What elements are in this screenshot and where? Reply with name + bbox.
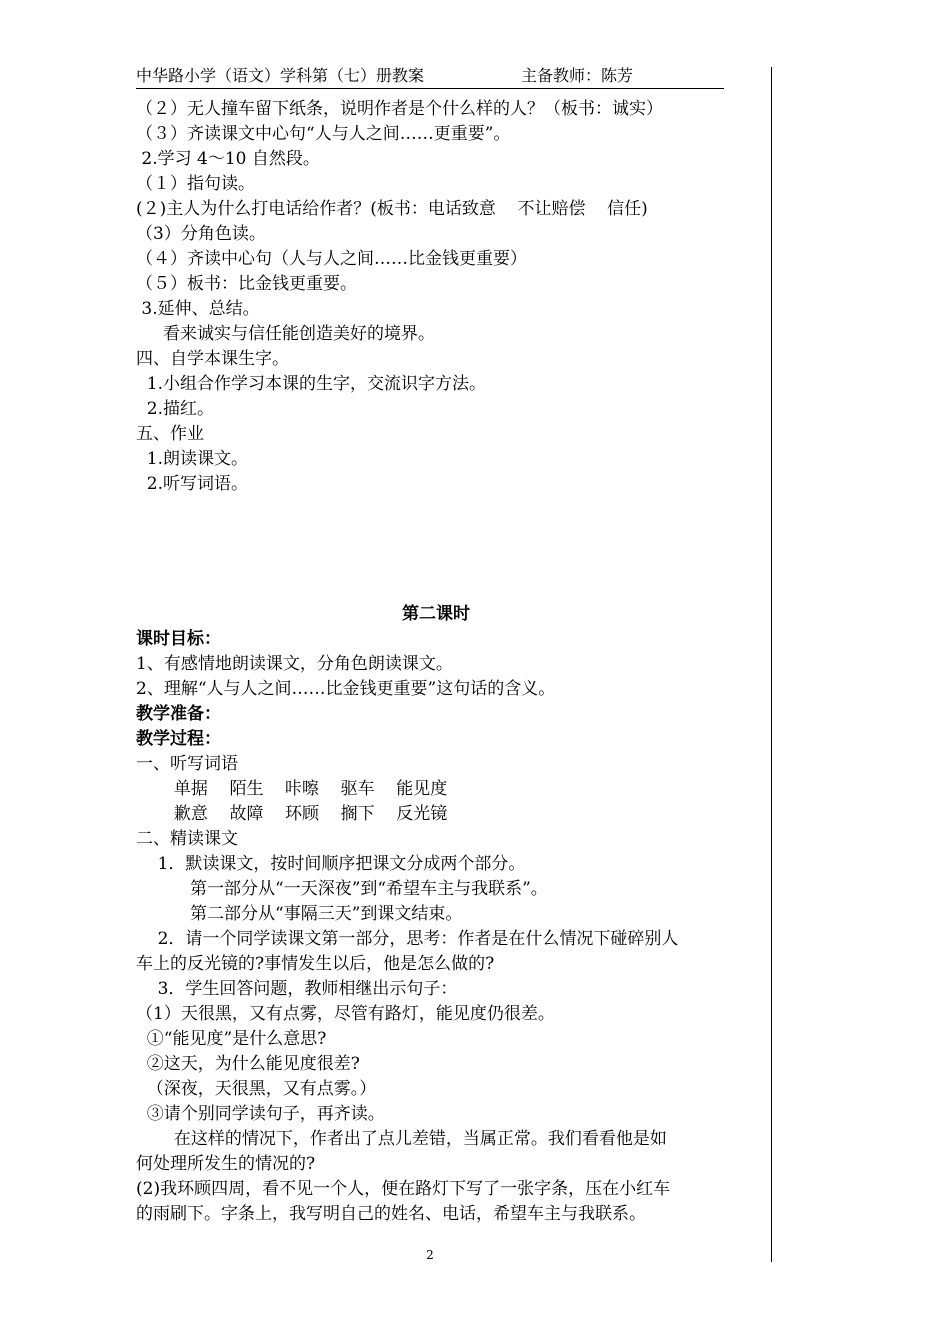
text-line: （２）无人撞车留下纸条，说明作者是个什么样的人？（板书：诚实） xyxy=(136,99,663,119)
page-number: 2 xyxy=(426,1248,434,1262)
text-line: （４）齐读中心句（人与人之间……比金钱更重要） xyxy=(136,249,527,269)
right-margin-rule xyxy=(771,67,772,1262)
text-line: 第二部分从“事隔三天”到课文结束。 xyxy=(136,904,463,924)
text-line: 1．默读课文，按时间顺序把课文分成两个部分。 xyxy=(136,854,526,874)
header-teacher: 主备教师：陈芳 xyxy=(521,66,634,85)
text-line: 车上的反光镜的?事情发生以后，他是怎么做的? xyxy=(136,954,495,974)
text-line: 2.听写词语。 xyxy=(136,474,249,494)
text-line: 2.描红。 xyxy=(136,399,215,419)
text-line: （3）分角色读。 xyxy=(136,224,266,244)
text-line: 3.延伸、总结。 xyxy=(136,299,260,319)
text-line: 看来诚实与信任能创造美好的境界。 xyxy=(136,324,436,344)
text-line: 何处理所发生的情况的? xyxy=(136,1154,316,1174)
text-line: （1）天很黑，又有点雾，尽管有路灯，能见度仍很差。 xyxy=(136,1004,555,1024)
text-line: 2.学习 4～10 自然段。 xyxy=(136,149,320,169)
text-line: 1.朗读课文。 xyxy=(136,449,249,469)
section-heading: 一、听写词语 xyxy=(136,754,238,774)
goals-label: 课时目标： xyxy=(136,629,221,649)
section-heading: 四、自学本课生字。 xyxy=(136,349,289,369)
blank-space xyxy=(136,497,726,602)
text-line: 2．请一个同学读课文第一部分，思考：作者是在什么情况下碰碎别人 xyxy=(136,929,679,949)
text-line: ①“能见度”是什么意思? xyxy=(136,1029,327,1049)
text-line: 在这样的情况下，作者出了点儿差错，当属正常。我们看看他是如 xyxy=(136,1129,667,1149)
text-line: （深夜，天很黑，又有点雾。） xyxy=(136,1079,377,1099)
page-header xyxy=(136,66,724,89)
goal-item: 1、有感情地朗读课文，分角色朗读课文。 xyxy=(136,654,453,674)
text-line: （５）板书：比金钱更重要。 xyxy=(136,274,357,294)
text-line: ③请个别同学读句子，再齐读。 xyxy=(136,1104,385,1124)
header-school-subject: 中华路小学（语文）学科第（七）册教案 xyxy=(136,66,425,85)
lesson-section-title: 第二课时 xyxy=(402,604,470,624)
text-line: （１）指句读。 xyxy=(136,174,255,194)
section-heading: 二、精读课文 xyxy=(136,829,238,849)
text-line: (2)我环顾四周，看不见一个人，便在路灯下写了一张字条，压在小红车 xyxy=(136,1179,671,1199)
text-line: （３）齐读课文中心句“人与人之间……更重要”。 xyxy=(136,124,511,144)
text-line: 3．学生回答问题，教师相继出示句子： xyxy=(136,979,458,999)
text-line: 1.小组合作学习本课的生字，交流识字方法。 xyxy=(136,374,487,394)
text-line: ②这天，为什么能见度很差? xyxy=(136,1054,360,1074)
section-heading: 五、作业 xyxy=(136,424,204,444)
text-line: 的雨刷下。字条上，我写明自己的姓名、电话，希望车主与我联系。 xyxy=(136,1204,646,1224)
goal-item: 2、理解“人与人之间……比金钱更重要”这句话的含义。 xyxy=(136,679,556,699)
vocab-row: 单据 陌生 咔嚓 驱车 能见度 xyxy=(136,779,448,799)
process-label: 教学过程： xyxy=(136,729,221,749)
text-line: (２)主人为什么打电话给作者？(板书：电话致意 不让赔偿 信任) xyxy=(136,199,648,219)
prep-label: 教学准备： xyxy=(136,704,221,724)
lesson-plan-body xyxy=(136,97,726,1227)
vocab-row: 歉意 故障 环顾 搁下 反光镜 xyxy=(136,804,448,824)
text-line: 第一部分从“一天深夜”到“希望车主与我联系”。 xyxy=(136,879,548,899)
